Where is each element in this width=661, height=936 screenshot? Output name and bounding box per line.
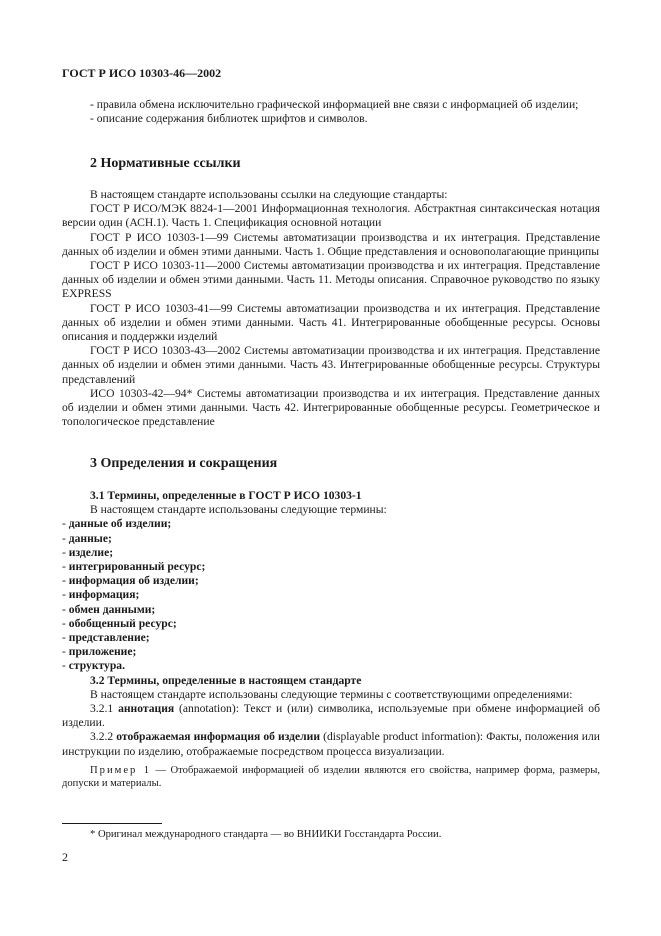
reference-item: ГОСТ Р ИСО/МЭК 8824-1—2001 Информационная технология. Абстрактная синтаксическая нотация версии один (АСН.1). Часть 1. Спецификация основной нотации: [62, 202, 600, 230]
subsection-3-1-title: 3.1 Термины, определенные в ГОСТ Р ИСО 10303-1: [90, 489, 362, 502]
term-item: - структура.: [62, 659, 126, 673]
subsection-3-1-lead: В настоящем стандарте использованы следующие термины:: [90, 503, 387, 517]
page-number: 2: [62, 850, 68, 864]
subsection-3-2-lead: В настоящем стандарте использованы следующие термины с соответствующими определениями:: [90, 687, 573, 701]
definition-3-2-2: 3.2.2 отображаемая информация об изделии (displayable product information): Факты, положения или инструкции по изделию, отображаемые посредством процесса визуализации.: [62, 730, 600, 758]
section-3-title: 3 Определения и сокращения: [90, 456, 278, 471]
intro-list: [62, 98, 600, 126]
example-note: Пример 1 — Отображаемой информацией об изделии являются его свойства, например форма, размеры, допуски и материалы.: [62, 764, 600, 790]
term-item: - изделие;: [62, 545, 114, 559]
reference-item: ГОСТ Р ИСО 10303-11—2000 Системы автоматизации производства и их интеграция. Представление данных об изделии и обмен этими данными. Часть 11. Методы описания. Справочное руководство по языку EXPRESS: [62, 259, 600, 301]
section-2-body: [62, 188, 600, 429]
reference-item: ИСО 10303-42—94* Системы автоматизации производства и их интеграция. Представление данных об изделии и обмен этими данными. Часть 42. Интегрированные обобщенные ресурсы. Геометрическое и топологическое представление: [62, 386, 600, 429]
term-item: - информация об изделии;: [62, 574, 199, 588]
term-item: - обобщенный ресурс;: [62, 616, 177, 630]
section-3-body: [62, 489, 600, 791]
term-item: - информация;: [62, 588, 140, 602]
intro-item: - описание содержания библиотек шрифтов и символов.: [90, 112, 368, 126]
term-item: - обмен данными;: [62, 602, 156, 616]
term-item: - данные;: [62, 531, 112, 545]
intro-item: - правила обмена исключительно графической информацией вне связи с информацией об изделии;: [90, 98, 579, 111]
term-item: - интегрированный ресурс;: [62, 560, 206, 574]
reference-item: ГОСТ Р ИСО 10303-43—2002 Системы автоматизации производства и их интеграция. Представление данных об изделии и обмен этими данными. Часть 43. Интегрированные обобщенные ресурсы. Структуры представлений: [62, 344, 600, 386]
reference-item: ГОСТ Р ИСО 10303-1—99 Системы автоматизации производства и их интеграция. Представление данных об изделии и обмен этими данными. Часть 1. Общие представления и основополагающие принципы: [62, 230, 600, 258]
definition-3-2-1: 3.2.1 аннотация (annotation): Текст и (или) символика, используемые при обмене информацией об изделии.: [62, 702, 600, 730]
document-header: ГОСТ Р ИСО 10303-46—2002: [62, 66, 222, 80]
section-2-lead: В настоящем стандарте использованы ссылки на следующие стандарты:: [90, 188, 448, 201]
footnote: * Оригинал международного стандарта — во ВНИИКИ Госстандарта России.: [90, 829, 442, 840]
reference-item: ГОСТ Р ИСО 10303-41—99 Системы автоматизации производства и их интеграция. Представление данных об изделии и обмен этими данными. Часть 41. Интегрированные обобщенные ресурсы. Основы описания и поддержки изделий: [62, 301, 600, 344]
footnote-divider: [62, 823, 162, 824]
subsection-3-2-title: 3.2 Термины, определенные в настоящем стандарте: [90, 673, 362, 687]
term-item: - представление;: [62, 631, 150, 645]
term-item: - приложение;: [62, 645, 137, 659]
section-2-title: 2 Нормативные ссылки: [90, 156, 241, 171]
term-item: - данные об изделии;: [62, 517, 172, 531]
